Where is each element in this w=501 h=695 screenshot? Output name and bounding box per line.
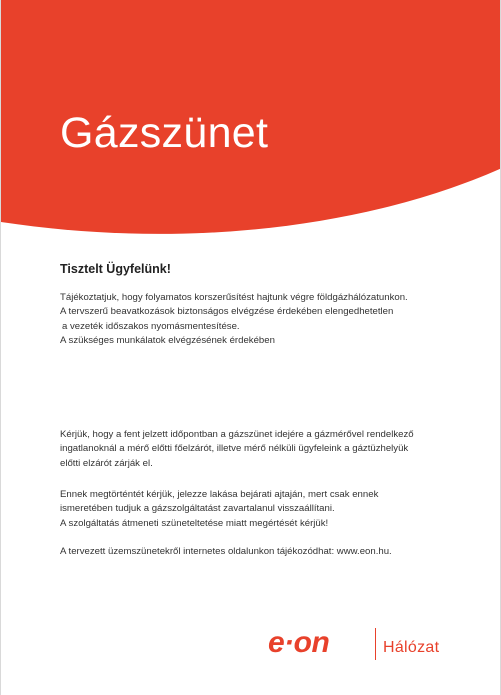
text-line: A tervszerű beavatkozások biztonságos elvégzése érdekében elengedhetetlen — [60, 306, 394, 318]
page-title: Gázszünet — [60, 109, 269, 157]
text-line: Tájékoztatjuk, hogy folyamatos korszerűsítést hajtunk végre földgázhálózatunkon. — [60, 292, 408, 303]
text-line: a vezeték időszakos nyomásmentesítése. — [62, 320, 240, 332]
request-paragraph — [60, 428, 414, 471]
text-line: A szükséges munkálatok elvégzésének érdekében — [60, 335, 275, 347]
text-line: ismeretében tudjuk a gázszolgáltatást zavartalanul visszaállítani. — [60, 503, 335, 515]
text-line: A tervezett üzemszünetekről internetes oldalunkon tájékozódhat: www.eon.hu. — [60, 546, 392, 557]
website-paragraph — [60, 545, 392, 559]
info-paragraph — [60, 291, 408, 349]
text-line: Ennek megtörténtét kérjük, jelezze lakása bejárati ajtaján, mert csak ennek — [60, 489, 379, 500]
greeting-heading: Tisztelt Ügyfelünk! — [60, 262, 171, 276]
eon-logo-wordmark: e·on — [268, 626, 330, 659]
eon-halozat-logo — [268, 625, 483, 665]
logo-division-label: Hálózat — [383, 639, 440, 656]
text-line: A szolgáltatás átmeneti szüneteltetése miatt megértését kérjük! — [60, 517, 329, 529]
text-line: előtti elzárót zárják el. — [60, 457, 153, 469]
logo-divider — [375, 628, 376, 660]
text-line: ingatlanoknál a mérő előtti főelzárót, illetve mérő nélküli ügyfeleink a gáztüzhelyük — [60, 443, 409, 455]
text-line: Kérjük, hogy a fent jelzett időpontban a gázszünet idejére a gázmérővel rendelkező — [60, 429, 414, 440]
confirmation-paragraph — [60, 488, 378, 531]
